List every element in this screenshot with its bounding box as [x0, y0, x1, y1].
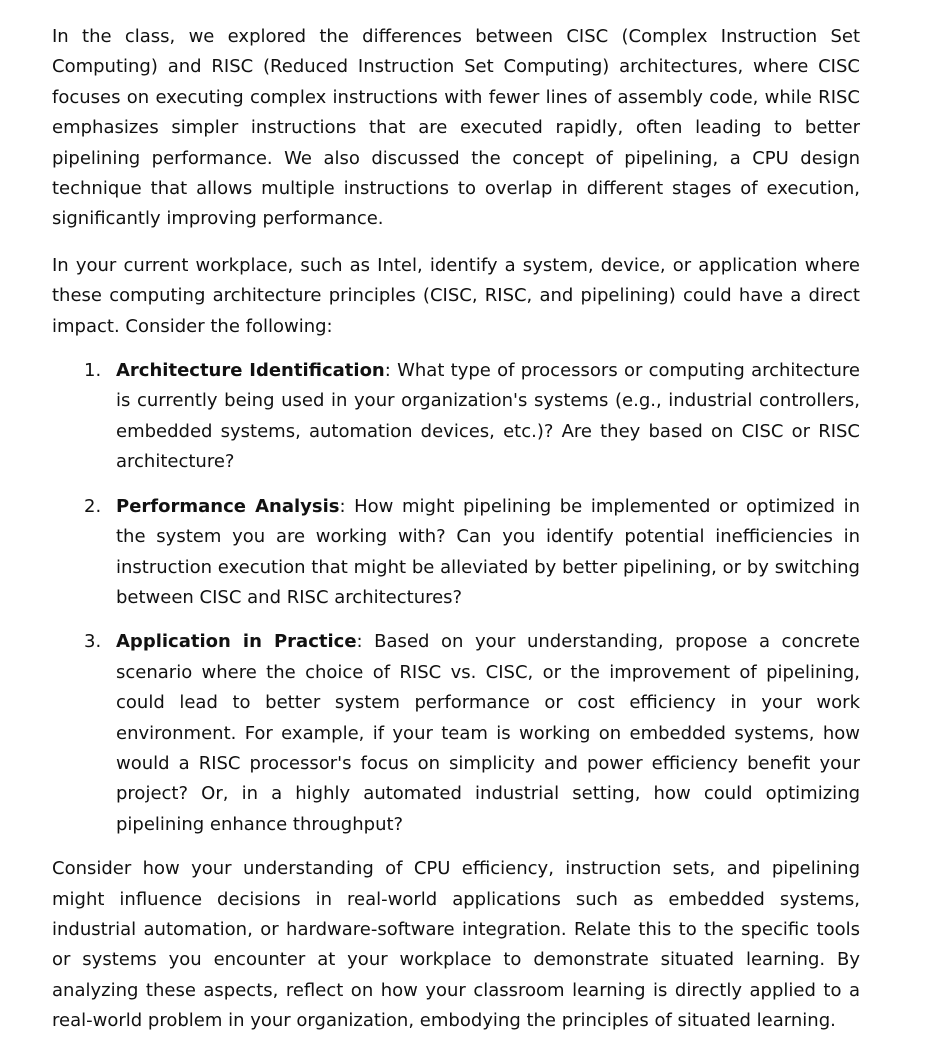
question-number: 2. [84, 495, 102, 517]
question-separator: : [339, 495, 346, 517]
task-paragraph: In your current workplace, such as Intel, identify a system, device, or application where these computing architecture principles (CISC, RISC, and pipelining) could have a direct impact. Consider the following: [52, 254, 860, 337]
question-list [52, 356, 860, 840]
question-text: How might pipelining be implemented or optimized in the system you are working with? Can you identify potential inefficiencies in instruction execution that might be alleviated by better pipelining, or by switching between CISC and RISC architectures? [116, 495, 860, 608]
question-title: Performance Analysis [116, 495, 340, 517]
question-title: Architecture Identification [116, 360, 385, 382]
question-item-3 [52, 627, 860, 840]
question-title: Application in Practice [116, 631, 357, 653]
question-number: 3. [84, 631, 102, 653]
question-number: 1. [84, 360, 102, 382]
intro-paragraph: In the class, we explored the differences between CISC (Complex Instruction Set Computing) and RISC (Reduced Instruction Set Computing) architectures, where CISC focuses on executing complex instructions with fewer lines of assembly code, while RISC emphasizes simpler instructions that are executed rapidly, often leading to better pipelining performance. We also discussed the concept of pipelining, a CPU design technique that allows multiple instructions to overlap in different stages of execution, significantly improving performance. [52, 26, 860, 230]
question-separator: : [384, 360, 391, 382]
closing-paragraph: Consider how your understanding of CPU efficiency, instruction sets, and pipelining might influence decisions in real-world applications such as embedded systems, industrial automation, or hardware-software integration. Relate this to the specific tools or systems you encounter at your workplace to demonstrate situated learning. By analyzing these aspects, reflect on how your classroom learning is directly applied to a real-world problem in your organization, embodying the principles of situated learning. [52, 858, 860, 1032]
question-text: What type of processors or computing architecture is currently being used in your organization's systems (e.g., industrial controllers, embedded systems, automation devices, etc.)? Are they based on CISC or RISC architecture? [116, 360, 860, 473]
question-item-1 [52, 356, 860, 478]
question-item-2 [52, 492, 860, 614]
question-separator: : [356, 631, 363, 653]
question-text: Based on your understanding, propose a concrete scenario where the choice of RISC vs. CISC, or the improvement of pipelining, could lead to better system performance or cost efficiency in your work environment. For example, if your team is working on embedded systems, how would a RISC processor's focus on simplicity and power efficiency benefit your project? Or, in a highly automated industrial setting, how could optimizing pipelining enhance throughput? [116, 631, 860, 835]
